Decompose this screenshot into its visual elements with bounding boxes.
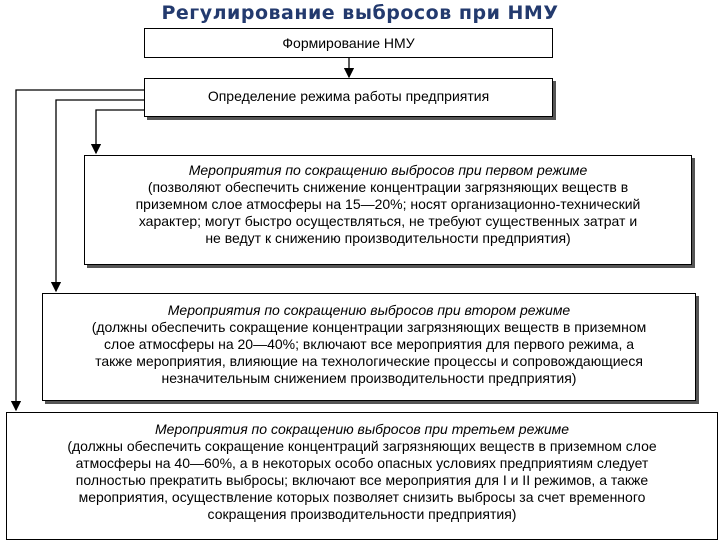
first-mode-line: не ведут к снижению производительности предприятия) [205,230,571,246]
third-mode-line: атмосферы на 40—60%, а в некоторых особо опасных условиях предприятиям следует [75,455,649,471]
formation-box [144,28,553,58]
second-mode-line: (должны обеспечить сокращение концентрации загрязняющих веществ в приземном [91,319,647,335]
second-mode-line: незначительным снижением производительности предприятия) [161,370,577,386]
first-mode-line: приземном слое атмосферы на 15—20%; носят организационно-технический [135,196,641,212]
first-mode-line: (позволяют обеспечить снижение концентрации загрязняющих веществ в [147,179,629,195]
mode-definition-label: Определение режима работы предприятия [207,88,490,104]
diagram-title: Регулирование выбросов при НМУ [161,2,559,24]
second-mode-line: также мероприятия, влияющие на технологические процессы и сопровождающиеся [95,353,643,369]
first-mode-heading: Мероприятия по сокращению выбросов при первом режиме [188,162,588,178]
arrow-to-first-mode [96,110,144,153]
second-mode-box [42,293,696,401]
second-mode-heading: Мероприятия по сокращению выбросов при втором режиме [167,302,571,318]
first-mode-line: характер; могут быстро осуществляться, не требуют существенных затрат и [138,213,638,229]
third-mode-box [6,412,718,540]
third-mode-heading: Мероприятия по сокращению выбросов при третьем режиме [154,421,570,437]
third-mode-line: полностью прекратить выбросы; включают все мероприятия для I и II режимов, а также [75,472,649,488]
mode-definition-box [144,78,553,117]
third-mode-line: (должны обеспечить сокращение концентраций загрязняющих веществ в приземном слое [67,438,657,454]
formation-label: Формирование НМУ [282,35,415,51]
third-mode-line: мероприятия, осуществление которых позволяет снизить выбросы за счет временного [78,489,646,505]
third-mode-line: сокращения производительности предприятия) [207,506,517,522]
first-mode-box [84,155,692,265]
second-mode-line: слое атмосферы на 20—40%; включают все мероприятия для первого режима, а [103,336,635,352]
